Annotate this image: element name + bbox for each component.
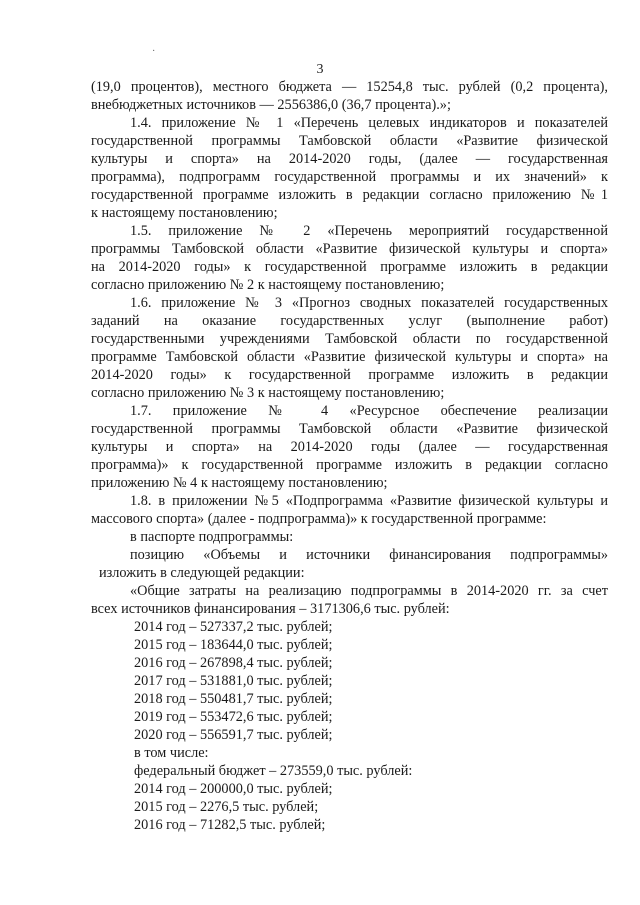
text-line: на 2014-2020 годы» к государственной программе изложить в редакции — [91, 259, 608, 275]
text-line: государственными учреждениями Тамбовской области по государственной — [91, 331, 608, 347]
text-line: 2014 год – 200000,0 тыс. рублей; — [134, 781, 333, 797]
text-line: 2016 год – 71282,5 тыс. рублей; — [134, 817, 326, 833]
text-line: государственной программы Тамбовской области «Развитие физической — [91, 421, 608, 437]
text-line: государственной программы Тамбовской области «Развитие физической — [91, 133, 608, 149]
page-number: 3 — [316, 62, 324, 77]
text-line: 2016 год – 267898,4 тыс. рублей; — [134, 655, 333, 671]
text-line: 2015 год – 183644,0 тыс. рублей; — [134, 637, 333, 653]
text-line: «Общие затраты на реализацию подпрограммы в 2014-2020 гг. за счет — [130, 583, 608, 599]
text-line: государственной программе изложить в редакции согласно приложению №1 — [91, 187, 608, 203]
text-line: в паспорте подпрограммы: — [130, 529, 294, 545]
scan-speck: · — [152, 46, 156, 57]
text-line: программа)» к государственной программе изложить в редакции согласно — [91, 457, 608, 473]
text-line: заданий на оказание государственных услуг (выполнение работ) — [91, 313, 608, 329]
text-line: программа), подпрограмм государственной программы и их значений» к — [91, 169, 608, 185]
text-line: позицию «Объемы и источники финансирования подпрограммы» — [130, 547, 608, 563]
text-line: внебюджетных источников — 2556386,0 (36,7 процента).»; — [91, 97, 451, 113]
text-line: к настоящему постановлению; — [91, 205, 278, 221]
text-line: программы Тамбовской области «Развитие физической культуры и спорта» — [91, 241, 608, 257]
text-line: (19,0 процентов), местного бюджета — 15254,8 тыс. рублей (0,2 процента), — [91, 79, 608, 95]
text-line: 2014 год – 527337,2 тыс. рублей; — [134, 619, 333, 635]
text-line: культуры и спорта» на 2014-2020 годы (далее — государственная — [91, 439, 608, 455]
text-line: 2019 год – 553472,6 тыс. рублей; — [134, 709, 333, 725]
text-line: 2014-2020 годы» к государственной программе изложить в редакции — [91, 367, 608, 383]
text-line: программе Тамбовской области «Развитие физической культуры и спорта» на — [91, 349, 608, 365]
text-line: 2020 год – 556591,7 тыс. рублей; — [134, 727, 333, 743]
text-line: 1.7. приложение № 4 «Ресурсное обеспечение реализации — [130, 403, 608, 419]
text-line: массового спорта» (далее - подпрограмма)» к государственной программе: — [91, 511, 547, 527]
text-line: 1.4. приложение № 1 «Перечень целевых индикаторов и показателей — [130, 115, 608, 131]
text-line: 2015 год – 2276,5 тыс. рублей; — [134, 799, 319, 815]
text-line: 1.6. приложение № 3 «Прогноз сводных показателей государственных — [130, 295, 608, 311]
text-line: 2018 год – 550481,7 тыс. рублей; — [134, 691, 333, 707]
text-line: приложению № 4 к настоящему постановлению; — [91, 475, 388, 491]
text-line: согласно приложению № 3 к настоящему постановлению; — [91, 385, 445, 401]
text-line: согласно приложению № 2 к настоящему постановлению; — [91, 277, 445, 293]
text-line: всех источников финансирования – 3171306,6 тыс. рублей: — [91, 601, 450, 617]
text-line: в том числе: — [134, 745, 209, 761]
text-line: федеральный бюджет – 273559,0 тыс. рублей: — [134, 763, 413, 779]
text-line: 1.8. в приложении №5 «Подпрограмма «Развитие физической культуры и — [130, 493, 608, 509]
text-line: изложить в следующей редакции: — [99, 565, 305, 581]
text-line: 1.5. приложение № 2 «Перечень мероприятий государственной — [130, 223, 608, 239]
text-line: культуры и спорта» на 2014-2020 годы, (далее — государственная — [91, 151, 608, 167]
text-line: 2017 год – 531881,0 тыс. рублей; — [134, 673, 333, 689]
